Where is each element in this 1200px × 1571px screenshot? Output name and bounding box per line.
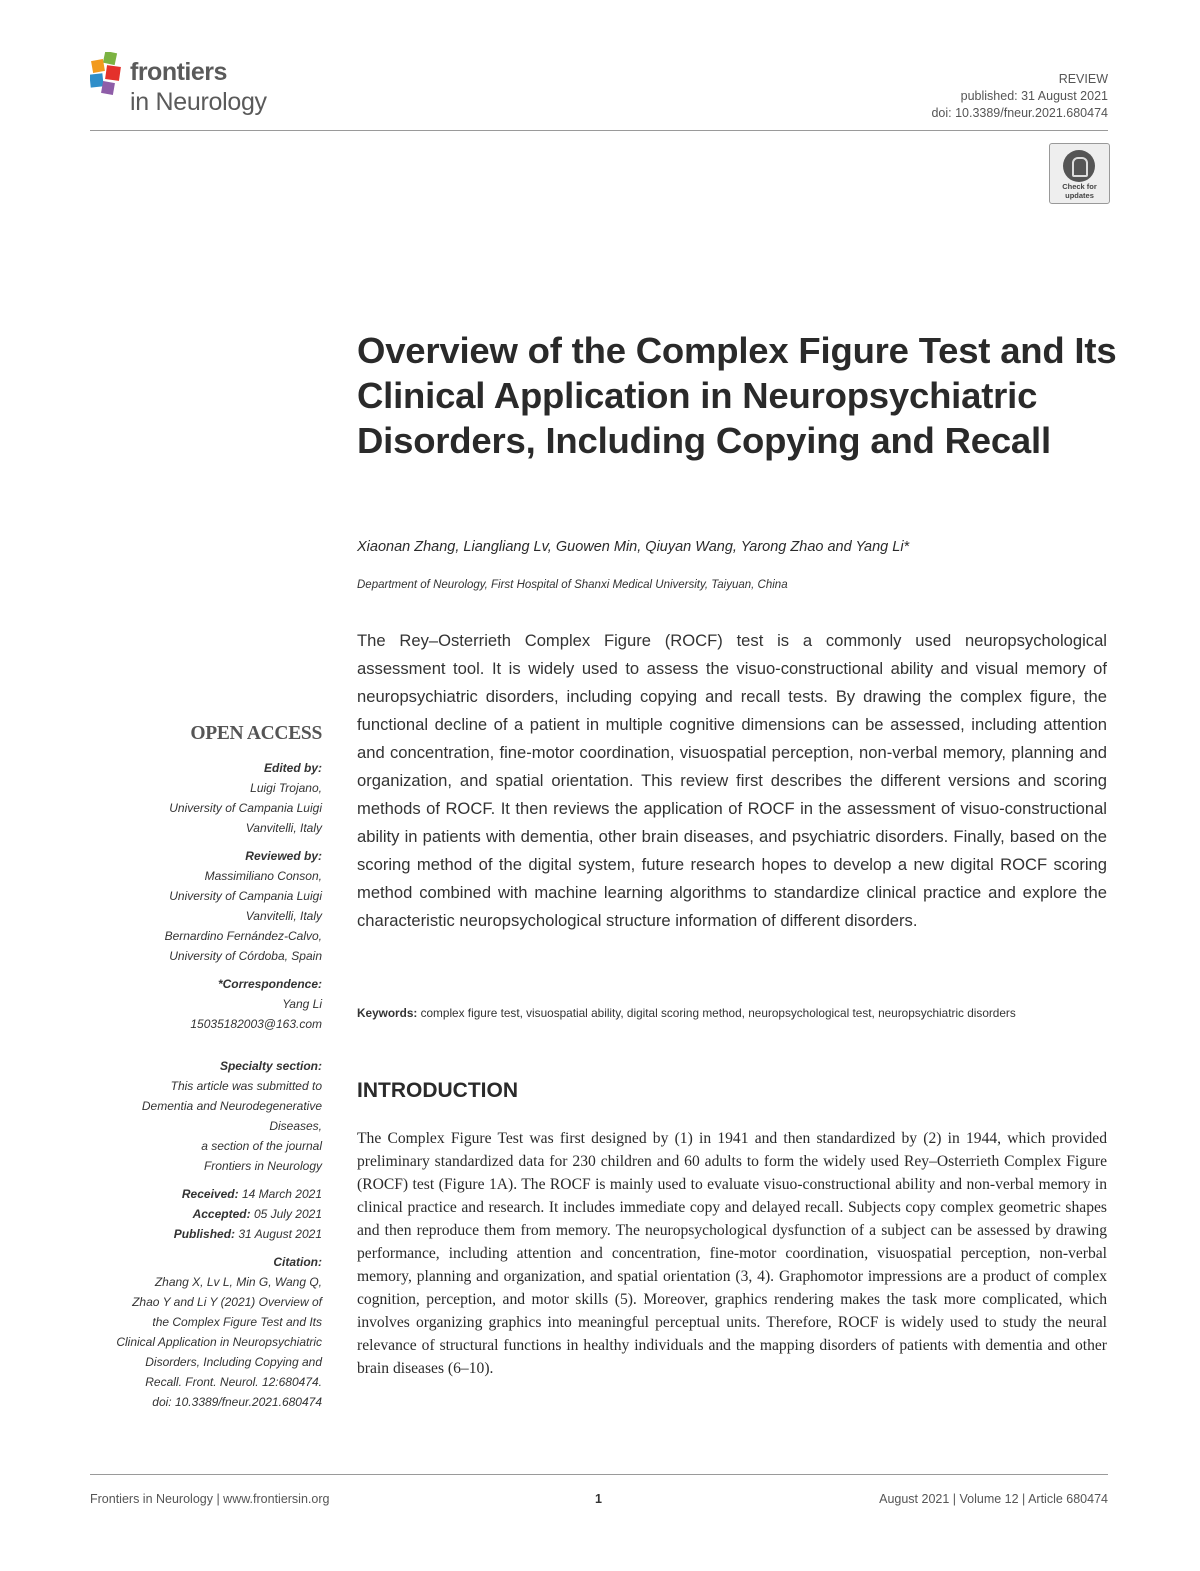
- editor-affiliation-line1: University of Campania Luigi: [169, 801, 322, 815]
- reviewer-affiliation-line2: Vanvitelli, Italy: [245, 909, 322, 923]
- published-value: 31 August 2021: [238, 1227, 322, 1241]
- reviewer-name[interactable]: Massimiliano Conson,: [204, 869, 322, 883]
- crossmark-label: Check for updates: [1062, 182, 1097, 200]
- footer-issue-info: August 2021 | Volume 12 | Article 680474: [879, 1492, 1108, 1506]
- frontiers-logo-icon: [90, 52, 126, 98]
- citation-line: Zhao Y and Li Y (2021) Overview of: [132, 1295, 322, 1309]
- citation-doi[interactable]: doi: 10.3389/fneur.2021.680474: [152, 1395, 322, 1409]
- logo-wordmark-frontiers: frontiers: [130, 58, 227, 86]
- reviewer-name[interactable]: Bernardino Fernández-Calvo,: [164, 929, 322, 943]
- introduction-text: The Complex Figure Test was first designed by (1) in 1941 and then standardized by (2) in 1944, which provided preliminary standardized data for 230 children and 60 adults to form the widely used Rey–Osterrieth Complex Figure (ROCF) test (Figure 1A). The ROCF is mainly used to evaluate visuo-constructional ability and non-verbal memory in clinical practice and research. It includes immediate copy and delayed recall. Subjects copy complex geometric shapes and then reproduce them from memory. The neuropsychological dysfunction of a subject can be assessed by drawing performance, including attention and concentration, fine-motor coordination, visuospatial perception, non-verbal memory, planning and organization, and spatial orientation (3, 4). Graphomotor impressions are a product of complex cognition, perception, and motor skills (5). Moreover, graphics rendering makes the task more complicated, which involves organizing graphics into meaningful perceptual units. Therefore, ROCF is widely used to study the neural relevance of structural functions in healthy individuals and the mapping disorders of patients with dementia and other brain diseases (6–10).: [357, 1130, 1107, 1377]
- citation-label: Citation:: [273, 1255, 322, 1269]
- keywords-list: complex figure test, visuospatial ability, digital scoring method, neuropsychological test, neuropsychiatric disorders: [420, 1006, 1016, 1020]
- edited-by-label: Edited by:: [263, 761, 322, 775]
- specialty-line: Diseases,: [269, 1119, 322, 1133]
- specialty-section-label: Specialty section:: [219, 1059, 322, 1073]
- published-label: Published:: [173, 1227, 236, 1241]
- received-value: 14 March 2021: [241, 1187, 322, 1201]
- author-list[interactable]: Xiaonan Zhang, Liangliang Lv, Guowen Min, Qiuyan Wang, Yarong Zhao and Yang Li*: [357, 539, 910, 555]
- specialty-line: Frontiers in Neurology: [203, 1159, 322, 1173]
- editor-affiliation-line2: Vanvitelli, Italy: [245, 821, 322, 835]
- citation-line: Recall. Front. Neurol. 12:680474.: [145, 1375, 322, 1389]
- citation-line: the Complex Figure Test and Its: [152, 1315, 322, 1329]
- citation-line: Clinical Application in Neuropsychiatric: [116, 1335, 322, 1349]
- footer-journal-link[interactable]: Frontiers in Neurology | www.frontiersin.org: [90, 1492, 330, 1506]
- specialty-line: a section of the journal: [201, 1139, 322, 1153]
- article-sidebar: [90, 724, 322, 1412]
- reviewed-by-label: Reviewed by:: [245, 849, 322, 863]
- citation-line: Disorders, Including Copying and: [145, 1355, 322, 1369]
- reviewer-affiliation-line1: University of Campania Luigi: [169, 889, 322, 903]
- accepted-label: Accepted:: [192, 1207, 251, 1221]
- keywords: [357, 1004, 1107, 1023]
- section-heading-introduction: INTRODUCTION: [357, 1079, 518, 1102]
- accepted-date: [90, 1204, 322, 1224]
- received-date: [90, 1184, 322, 1204]
- abstract: The Rey–Osterrieth Complex Figure (ROCF) test is a commonly used neuropsychological assessment tool. It is widely used to assess the visuo-constructional ability and visual memory of neuropsychiatric disorders, including copying and recall tests. By drawing the complex figure, the functional decline of a patient in multiple cognitive dimensions can be assessed, including attention and concentration, fine-motor coordination, visuospatial perception, non-verbal memory, planning and organization, and spatial orientation. This review first describes the different versions and scoring methods of ROCF. It then reviews the application of ROCF in the assessment of visuo-constructional ability in patients with dementia, other brain diseases, and psychiatric disorders. Finally, based on the scoring method of the digital system, future research hopes to develop a new digital ROCF scoring method combined with machine learning algorithms to standardize clinical practice and explore the characteristic neuropsychological structure information of different disorders.: [357, 631, 1107, 930]
- article-title: Overview of the Complex Figure Test and Its Clinical Application in Neuropsychiatric Disorders, Including Copying and Recall: [357, 330, 1117, 461]
- correspondence-label: *Correspondence:: [217, 977, 322, 991]
- accepted-value: 05 July 2021: [253, 1207, 322, 1221]
- journal-logo[interactable]: [90, 48, 300, 126]
- specialty-line: Dementia and Neurodegenerative: [141, 1099, 322, 1113]
- received-label: Received:: [181, 1187, 239, 1201]
- citation-line: Zhang X, Lv L, Min G, Wang Q,: [154, 1275, 322, 1289]
- keywords-label: Keywords:: [357, 1006, 418, 1020]
- article-meta: [931, 71, 1108, 122]
- specialty-line: This article was submitted to: [170, 1079, 322, 1093]
- correspondence-name: Yang Li: [282, 997, 322, 1011]
- correspondence-email[interactable]: 15035182003@163.com: [190, 1017, 322, 1031]
- article-doi[interactable]: doi: 10.3389/fneur.2021.680474: [931, 106, 1108, 120]
- reviewer-affiliation: University of Córdoba, Spain: [169, 949, 322, 963]
- header-divider: [90, 130, 1108, 131]
- published-date: published: 31 August 2021: [960, 89, 1108, 103]
- open-access-label: OPEN ACCESS: [190, 723, 322, 744]
- editor-name[interactable]: Luigi Trojano,: [250, 781, 322, 795]
- author-affiliation: Department of Neurology, First Hospital of Shanxi Medical University, Taiyuan, China: [357, 579, 788, 591]
- check-for-updates-button[interactable]: [1049, 143, 1110, 204]
- article-type: REVIEW: [1058, 72, 1108, 86]
- logo-wordmark-journal: in Neurology: [130, 88, 267, 116]
- crossmark-icon: [1063, 150, 1095, 182]
- footer-divider: [90, 1474, 1108, 1475]
- page-number: 1: [595, 1492, 602, 1506]
- published-date-sidebar: [90, 1224, 322, 1244]
